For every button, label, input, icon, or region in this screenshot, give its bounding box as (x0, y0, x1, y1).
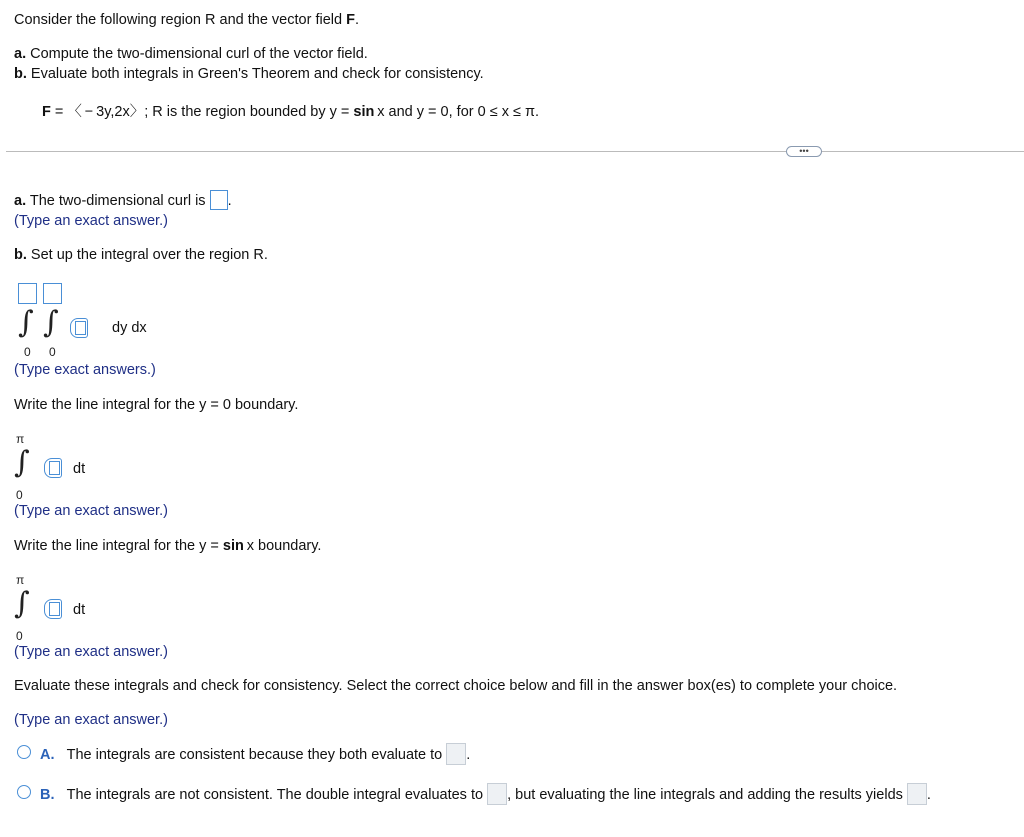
evaluate-prompt: Evaluate these integrals and check for consistency. Select the correct choice below and fill in the answer box(es) to complete your choice. (14, 678, 898, 694)
line-1-integrand-box[interactable] (44, 458, 62, 478)
line-1-differential: dt (73, 461, 86, 477)
outer-lower-limit: 0 (24, 345, 31, 359)
inner-lower-limit: 0 (49, 345, 56, 359)
section-divider (6, 151, 1024, 152)
outer-upper-limit-box[interactable] (18, 283, 37, 304)
inner-upper-limit-box[interactable] (43, 283, 62, 304)
choice-b-radio[interactable] (17, 785, 31, 799)
line-1-lower-limit: 0 (16, 488, 23, 502)
problem-part-b: b. Evaluate both integrals in Green's Theorem and check for consistency. (14, 66, 484, 82)
vector-field-definition: F = 〈 − 3y,2x〉; R is the region bounded by y = sin x and y = 0, for 0 ≤ x ≤ π. (42, 104, 540, 120)
line-integral-2-prompt: Write the line integral for the y = sin x boundary. (14, 538, 322, 554)
choice-a[interactable]: A. The integrals are consistent because they both evaluate to . (40, 743, 470, 765)
double-integral-prompt: b. Set up the integral over the region R. (14, 247, 268, 263)
outer-integral-sign: ∫ (18, 305, 34, 340)
line-2-lower-limit: 0 (16, 629, 23, 643)
line-2-differential: dt (73, 602, 86, 618)
inner-integral-sign: ∫ (43, 305, 59, 340)
line-2-integrand-box[interactable] (44, 599, 62, 619)
choice-a-radio[interactable] (17, 745, 31, 759)
choice-b-double-integral-box[interactable] (487, 783, 507, 805)
evaluate-hint: (Type an exact answer.) (14, 712, 168, 728)
line-2-upper-limit: π (16, 573, 25, 587)
double-integral-differentials: dy dx (112, 320, 147, 336)
line-1-hint: (Type an exact answer.) (14, 503, 168, 519)
double-integral-hint: (Type exact answers.) (14, 362, 156, 378)
more-button[interactable]: ••• (786, 146, 822, 157)
line-2-integral-sign: ∫ (14, 586, 30, 621)
choice-b[interactable]: B. The integrals are not consistent. The double integral evaluates to , but evaluating the line integrals and adding the results yields . (40, 783, 931, 805)
line-1-integral-sign: ∫ (14, 445, 30, 480)
problem-part-a: a. Compute the two-dimensional curl of the vector field. (14, 46, 368, 62)
curl-answer-box[interactable] (210, 190, 228, 210)
line-2-hint: (Type an exact answer.) (14, 644, 168, 660)
line-1-upper-limit: π (16, 432, 25, 446)
problem-intro: Consider the following region R and the vector field F. (14, 12, 359, 28)
choice-a-answer-box[interactable] (446, 743, 466, 765)
double-integrand-box[interactable] (70, 318, 88, 338)
choice-b-line-integral-box[interactable] (907, 783, 927, 805)
line-integral-1-prompt: Write the line integral for the y = 0 boundary. (14, 397, 299, 413)
curl-question: a. The two-dimensional curl is . (14, 190, 232, 210)
curl-hint: (Type an exact answer.) (14, 213, 168, 229)
